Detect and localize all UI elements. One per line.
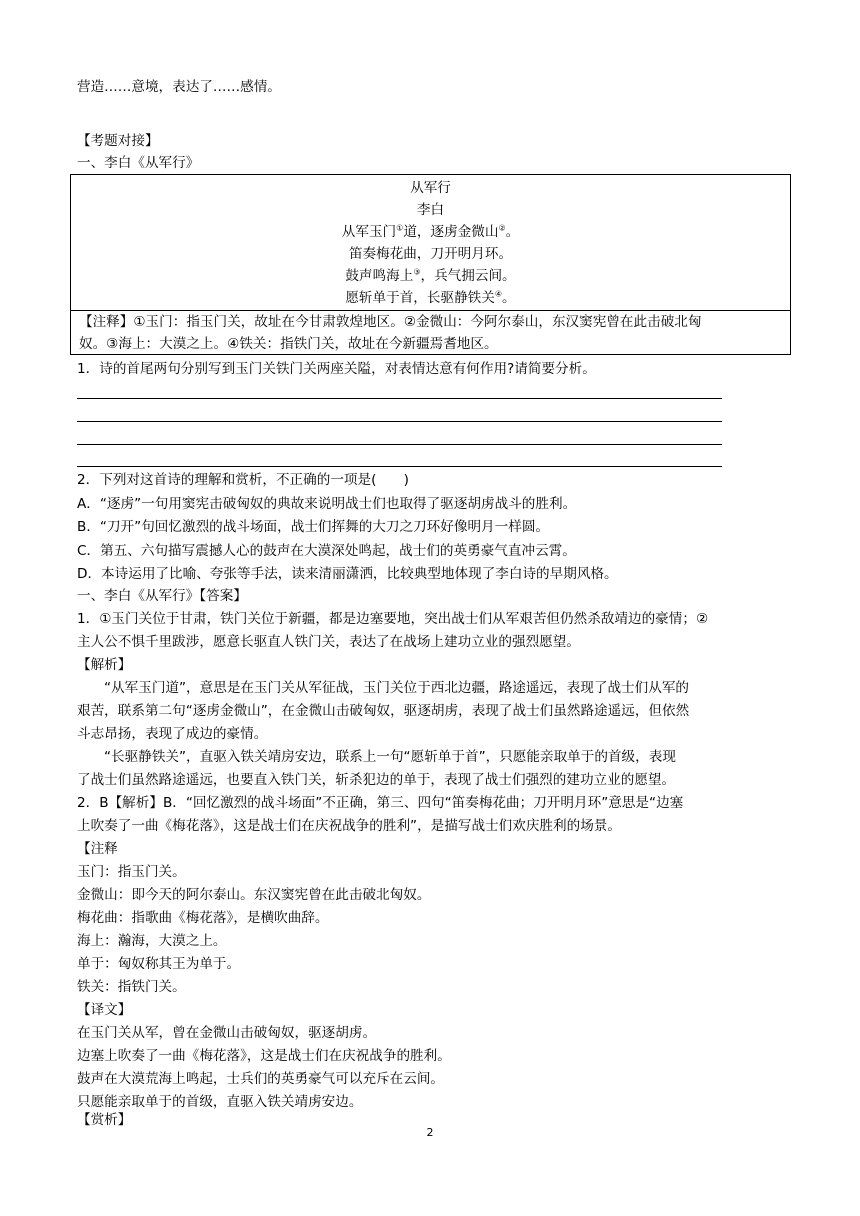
analysis-p2-line-2: 了战士们虽然路途遥远，也要直入铁门关，斩杀犯边的单于，表现了战士们强烈的建功立业的愿望。 bbox=[77, 772, 676, 788]
analysis-p1-line-3: 斗志昂扬，表现了成边的豪情。 bbox=[77, 726, 268, 742]
analysis-header: 【解析】 bbox=[77, 657, 132, 673]
note-item: 金微山：即今天的阿尔泰山。东汉窦宪曾在此击破北匈奴。 bbox=[77, 887, 431, 903]
answer-1-line-2: 主人公不惧千里跋涉，愿意长驱直人铁门关，表达了在战场上建功立业的强烈愿望。 bbox=[77, 634, 580, 650]
translation-header: 【译文】 bbox=[77, 1002, 132, 1018]
poem-line-2: 笛奏梅花曲，刀开明月环。 bbox=[348, 246, 513, 262]
answer-title: 一、李白《从军行》【答案】 bbox=[77, 588, 247, 604]
poem-box bbox=[70, 174, 791, 355]
poem-line-3: 鼓声鸣海上③，兵气拥云间。 bbox=[345, 267, 516, 284]
note-item: 单于：匈奴称其王为单于。 bbox=[77, 956, 241, 972]
option-a: A．“逐虏”一句用窦宪击破匈奴的典故来说明战士们也取得了驱逐胡虏战斗的胜利。 bbox=[77, 496, 577, 512]
section-header: 【考题对接】 bbox=[77, 133, 159, 149]
option-b: B．“刀开”句回忆激烈的战斗场面，战士们挥舞的大刀之刀环好像明月一样圆。 bbox=[77, 519, 550, 535]
analysis-p2-line-1: “长驱静铁关”，直驱入铁关靖房安边，联系上一句“愿斩单于首”，只愿能亲取单于的首级，表现 bbox=[104, 749, 676, 765]
poem-line-4: 愿斩单于首，长驱静铁关④。 bbox=[345, 289, 516, 306]
answer-blank-line bbox=[77, 398, 722, 399]
section-title: 一、李白《从军行》 bbox=[77, 155, 200, 171]
footnote-mark: ④ bbox=[494, 289, 503, 299]
poem-author: 李白 bbox=[416, 202, 445, 218]
question-1: 1．诗的首尾两句分别写到玉门关铁门关两座关隘，对表情达意有何作用?请简要分析。 bbox=[77, 361, 596, 377]
note-item: 玉门：指玉门关。 bbox=[77, 864, 186, 880]
notes-header: 【注释 bbox=[77, 841, 118, 857]
answer-blank-line bbox=[77, 421, 722, 422]
answer-blank-line bbox=[77, 444, 722, 445]
analysis-p1-line-1: “从军玉门道”，意思是在玉门关从军征战，玉门关位于西北边疆，路途遥远，表现了战士们从军的 bbox=[104, 680, 690, 696]
poem-note-line-2: 奴。③海上：大漠之上。④铁关：指铁门关，故址在今新疆焉耆地区。 bbox=[79, 336, 498, 352]
option-d: D．本诗运用了比喻、夸张等手法，读来清丽潇洒，比较典型地体现了李白诗的早期风格。 bbox=[77, 566, 618, 582]
translation-line: 鼓声在大漠荒海上鸣起，士兵们的英勇豪气可以充斥在云间。 bbox=[77, 1071, 445, 1087]
footnote-mark: ① bbox=[396, 223, 404, 233]
note-item: 铁关：指铁门关。 bbox=[77, 979, 186, 995]
option-c: C．第五、六句描写震撼人心的鼓声在大漠深处鸣起，战士们的英勇豪气直冲云霄。 bbox=[77, 543, 576, 559]
note-item: 海上：瀚海，大漠之上。 bbox=[77, 933, 227, 949]
answer-1-line-1: 1．①玉门关位于甘肃，铁门关位于新疆，都是边塞要地，突出战士们从军艰苦但仍然杀敌靖边的豪情；② bbox=[77, 611, 709, 627]
poem-note-line-1: 【注释】①玉门：指玉门关，故址在今甘肃敦煌地区。②金微山：今阿尔泰山，东汉窦宪曾在此击破北匈 bbox=[79, 314, 702, 330]
answer-2-line-2: 上吹奏了一曲《梅花落》，这是战士们在庆祝战争的胜利”，是描写战士们欢庆胜利的场景。 bbox=[77, 818, 621, 834]
intro-text: 营造……意境，表达了……感情。 bbox=[77, 79, 281, 95]
footnote-mark: ③ bbox=[413, 267, 421, 277]
answer-2-line-1: 2．B【解析】B．“回忆激烈的战斗场面”不正确，第三、四句“笛奏梅花曲；刀开明月环”意思是“边塞 bbox=[77, 795, 684, 811]
footnote-mark: ② bbox=[498, 223, 506, 233]
note-item: 梅花曲：指歌曲《梅花落》，是横吹曲辞。 bbox=[77, 910, 329, 926]
answer-blank-line bbox=[77, 466, 722, 467]
appreciation-header: 【赏析】 bbox=[77, 1112, 132, 1128]
page-number: 2 bbox=[426, 1126, 434, 1139]
poem-title: 从军行 bbox=[410, 180, 451, 196]
translation-line: 在玉门关从军，曾在金微山击破匈奴，驱逐胡虏。 bbox=[77, 1025, 377, 1041]
poem-line-1: 从军玉门①道，逐虏金微山②。 bbox=[341, 223, 520, 240]
analysis-p1-line-2: 艰苦，联系第二句“逐虏金微山”，在金微山击破匈奴，驱逐胡虏，表现了战士们虽然路途遥远，但依然 bbox=[77, 703, 690, 719]
translation-line: 边塞上吹奏了一曲《梅花落》，这是战士们在庆祝战争的胜利。 bbox=[77, 1048, 451, 1064]
translation-line: 只愿能亲取单于的首级，直驱入铁关靖虏安边。 bbox=[77, 1094, 363, 1110]
question-2: 2．下列对这首诗的理解和赏析，不正确的一项是( ) bbox=[77, 472, 409, 488]
